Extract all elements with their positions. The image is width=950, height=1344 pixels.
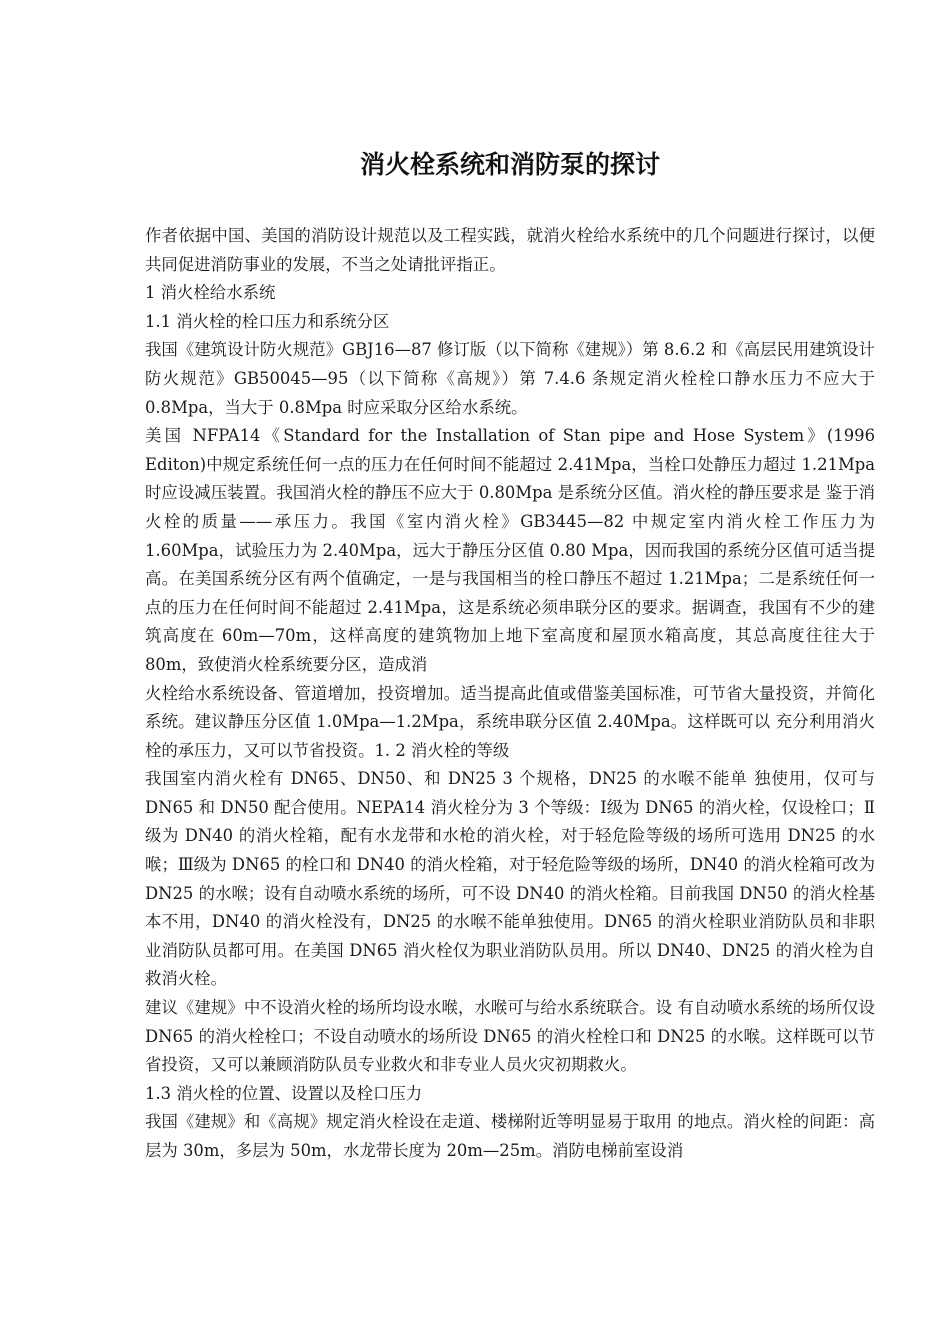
paragraph-intro: 作者依据中国、美国的消防设计规范以及工程实践，就消火栓给水系统中的几个问题进行探讨，以便共同促进消防事业的发展，不当之处请批评指正。 [145,226,875,274]
paragraph-investment: 火栓给水系统设备、管道增加，投资增加。适当提高此值或借鉴美国标准，可节省大量投资，并简化系统。建议静压分区值 1.0Mpa—1.2Mpa，系统串联分区值 2.40Mpa。这样既可以 充分利用消火栓的承压力，又可以节省投资。1. 2 消火栓的等级 [145,683,875,760]
paragraph-nfpa14: 美国 NFPA14《Standard for the Installation of Stan pipe and Hose System》(1996 Editon)中规定系统任何一点的压力在任何时间不能超过 2.41Mpa，当栓口处静压力超过 1.21Mpa 时应设减压装置。我国消火栓的静压不应大于 0.80Mpa 是系统分区值。消火栓的静压要求是 鉴于消火栓的质量——承压力。我国《室内消火栓》GB3445—82 中规定室内消火栓工作压力为 1.60Mpa，试验压力为 2.40Mpa，远大于静压分区值 0.80 Mpa，因而我国的系统分区值可适当提高。在美国系统分区有两个值确定，一是与我国相当的栓口静压不超过 1.21Mpa；二是系统任何一点的压力在任何时间不能超过 2.41Mpa，这是系统必须串联分区的要求。据调查，我国有不少的建筑高度在 60m—70m，这样高度的建筑物加上地下室高度和屋顶水箱高度，其总高度往往大于 80m，致使消火栓系统要分区，造成消 [145,426,875,674]
paragraph-china-code: 我国《建筑设计防火规范》GBJ16—87 修订版（以下简称《建规》）第 8.6.2 和《高层民用建筑设计防火规范》GB50045—95（以下简称《高规》）第 7.4.6 条规定消火栓栓口静水压力不应大于 0.8Mpa，当大于 0.8Mpa 时应采取分区给水系统。 [145,340,875,417]
paragraph-recommendation: 建议《建规》中不设消火栓的场所均设水喉，水喉可与给水系统联合。设 有自动喷水系统的场所仅设 DN65 的消火栓栓口；不设自动喷水的场所设 DN65 的消火栓栓口和 DN25 的水喉。这样既可以节省投资，又可以兼顾消防队员专业救火和非专业人员火灾初期救火。 [145,998,875,1075]
document-title: 消火栓系统和消防泵的探讨 [359,150,660,179]
section-heading-1-1: 1.1 消火栓的栓口压力和系统分区 [145,311,390,331]
paragraph-hydrant-grades: 我国室内消火栓有 DN65、DN50、和 DN25 3 个规格，DN25 的水喉不能单 独使用，仅可与 DN65 和 DN50 配合使用。NEPA14 消火栓分为 3 个等级：Ⅰ级为 DN65 的消火栓，仅设栓口；Ⅱ级为 DN40 的消火栓箱，配有水龙带和水枪的消火栓，对于轻危险等级的场所可选用 DN25 的水喉；Ⅲ级为 DN65 的栓口和 DN40 的消火栓箱，对于轻危险等级的场所，DN40 的消火栓箱可改为 DN25 的水喉；设有自动喷水系统的场所，可不设 DN40 的消火栓箱。目前我国 DN50 的消火栓基本不用，DN40 的消火栓没有，DN25 的水喉不能单独使用。DN65 的消火栓职业消防队员和非职业消防队员都可用。在美国 DN65 消火栓仅为职业消防队员用。所以 DN40、DN25 的消火栓为自救消火栓。 [145,769,875,989]
section-heading-1-3: 1.3 消火栓的位置、设置以及栓口压力 [145,1083,423,1103]
document-body [145,222,875,1166]
section-heading-1: 1 消火栓给水系统 [145,283,276,303]
paragraph-hydrant-location: 我国《建规》和《高规》规定消火栓设在走道、楼梯附近等明显易于取用 的地点。消火栓的间距：高层为 30m，多层为 50m，水龙带长度为 20m—25m。消防电梯前室设消 [145,1112,875,1160]
